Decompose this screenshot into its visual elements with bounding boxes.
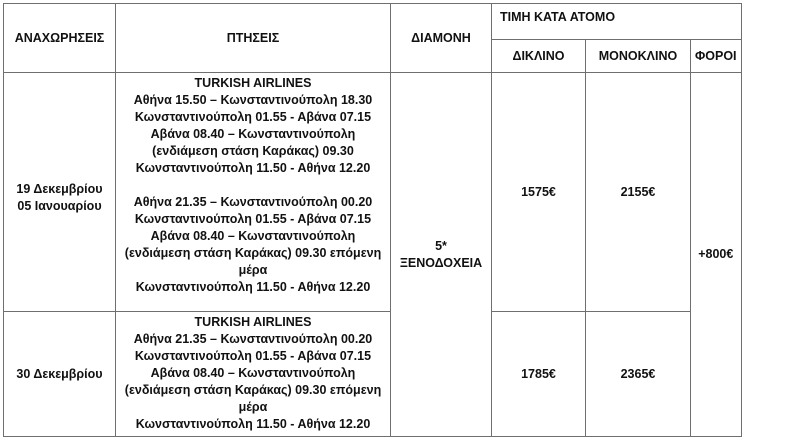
hotel-stars: 5* xyxy=(435,238,447,253)
single-price: 2365€ xyxy=(586,312,691,437)
flight-line: Αθήνα 21.35 – Κωνσταντινούπολη 00.20 xyxy=(133,195,373,209)
airline-name: TURKISH AIRLINES xyxy=(194,315,312,329)
flights-cell xyxy=(116,73,391,312)
flight-line: Αβάνα 08.40 – Κωνσταντινούπολη xyxy=(150,366,356,380)
flight-line: Κωνσταντινούπολη 01.55 - Αβάνα 07.15 xyxy=(134,110,372,124)
flight-line: μέρα xyxy=(238,400,268,414)
flight-line: Κωνσταντινούπολη 11.50 - Αθήνα 12.20 xyxy=(135,280,371,294)
single-price: 2155€ xyxy=(586,73,691,312)
table-row xyxy=(4,312,742,437)
table-row xyxy=(4,73,742,312)
departure-date: 19 Δεκεμβρίου xyxy=(16,182,103,196)
flight-line: Κωνσταντινούπολη 11.50 - Αθήνα 12.20 xyxy=(135,161,371,175)
flight-line: Αβάνα 08.40 – Κωνσταντινούπολη xyxy=(150,127,356,141)
departure-dates-cell xyxy=(4,312,116,437)
hotel-type: ΞΕΝΟΔΟΧΕΙΑ xyxy=(399,255,483,270)
return-date: 05 Ιανουαρίου xyxy=(17,199,102,213)
flights-cell xyxy=(116,312,391,437)
header-taxes: ΦΟΡΟΙ xyxy=(691,40,742,73)
header-departures: ΑΝΑΧΩΡΗΣΕΙΣ xyxy=(4,4,116,73)
airline-name: TURKISH AIRLINES xyxy=(194,76,312,90)
header-flights: ΠΤΗΣΕΙΣ xyxy=(116,4,391,73)
flight-line: (ενδιάμεση στάση Καράκας) 09.30 xyxy=(152,144,354,158)
departure-dates-cell xyxy=(4,73,116,312)
flight-line: (ενδιάμεση στάση Καράκας) 09.30 επόμενη xyxy=(124,383,382,397)
flight-line: Αθήνα 15.50 – Κωνσταντινούπολη 18.30 xyxy=(133,93,373,107)
flight-line: μέρα xyxy=(238,263,268,277)
double-price: 1575€ xyxy=(492,73,586,312)
blank-line xyxy=(118,177,388,194)
flight-line: Αβάνα 08.40 – Κωνσταντινούπολη xyxy=(150,229,356,243)
price-table xyxy=(3,3,742,437)
flight-line: (ενδιάμεση στάση Καράκας) 09.30 επόμενη xyxy=(124,246,382,260)
double-price: 1785€ xyxy=(492,312,586,437)
accommodation-cell xyxy=(391,73,492,437)
flight-line: Αθήνα 21.35 – Κωνσταντινούπολη 00.20 xyxy=(133,332,373,346)
departure-date: 30 Δεκεμβρίου xyxy=(16,366,103,381)
flight-line: Κωνσταντινούπολη 01.55 - Αβάνα 07.15 xyxy=(134,349,372,363)
flight-line: Κωνσταντινούπολη 11.50 - Αθήνα 12.20 xyxy=(135,417,371,431)
header-single: ΜΟΝΟΚΛΙΝΟ xyxy=(586,40,691,73)
flight-line: Κωνσταντινούπολη 01.55 - Αβάνα 07.15 xyxy=(134,212,372,226)
header-accommodation: ΔΙΑΜΟΝΗ xyxy=(391,4,492,73)
header-row xyxy=(4,4,742,40)
header-double: ΔΙΚΛΙΝΟ xyxy=(492,40,586,73)
taxes-value: +800€ xyxy=(691,73,742,437)
header-price-per-person: ΤΙΜΗ ΚΑΤΑ ΑΤΟΜΟ xyxy=(492,4,742,40)
